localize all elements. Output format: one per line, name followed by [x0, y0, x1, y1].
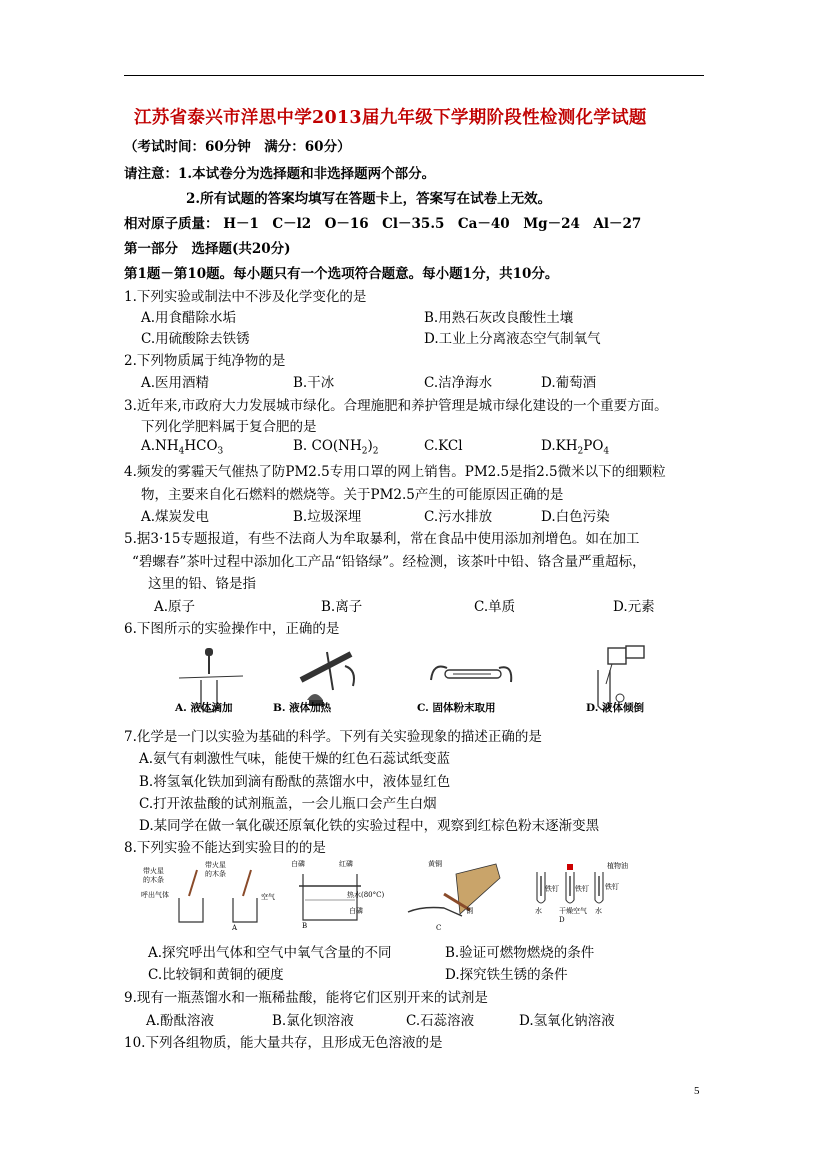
- q5-option-d: D.元素: [613, 599, 655, 615]
- q8-figure-c: [404, 858, 504, 932]
- q1-stem: 1.下列实验或制法中不涉及化学变化的是: [124, 289, 367, 305]
- q8b-caption: B: [302, 922, 308, 930]
- q8-figure-d: [531, 858, 631, 932]
- q8b-label-1: 白磷: [291, 860, 305, 868]
- q8a-caption: A: [232, 924, 238, 932]
- q7-stem: 7.化学是一门以实验为基础的科学。下列有关实验现象的描述正确的是: [124, 729, 542, 745]
- q5-option-c: C.单质: [474, 599, 516, 615]
- q4-stem-line2: 物，主要来自化石燃料的燃烧等。关于PM2.5产生的可能原因正确的是: [141, 487, 564, 503]
- q6-caption-c: C. 固体粉末取用: [417, 702, 496, 714]
- q8c-label-2: 铜: [466, 907, 473, 915]
- q3-option-a: $A.NH_4HCO_3$: [141, 438, 224, 457]
- q8d-label-7: 水: [595, 907, 602, 915]
- q7-option-a: A.氨气有刺激性气味，能使干燥的红色石蕊试纸变蓝: [139, 751, 451, 767]
- q5-stem-line2: “碧螺春”茶叶过程中添加化工产品“铅铬绿”。经检测，该茶叶中铅、铬含量严重超标，: [132, 554, 646, 570]
- q2-option-a: A.医用酒精: [141, 375, 210, 391]
- q8-stem: 8.下列实验不能达到实验目的的是: [124, 840, 326, 856]
- q6-figure-b: [271, 640, 371, 718]
- q6-caption-b: B. 液体加热: [273, 702, 332, 714]
- q5-stem-line3: 这里的铅、铬是指: [148, 576, 256, 592]
- q8d-label-1: 植物油: [607, 862, 628, 870]
- q8-option-d: D.探究铁生锈的条件: [445, 967, 568, 983]
- q1-option-c: C.用硫酸除去铁锈: [141, 331, 250, 347]
- q8d-label-3: 铁钉: [575, 885, 589, 893]
- q4-option-a: A.煤炭发电: [141, 509, 210, 525]
- q3-option-d: $D.KH_2PO_4$: [541, 438, 610, 457]
- q3-stem-line2: 下列化学肥料属于复合肥的是: [141, 419, 317, 435]
- q8d-label-2: 铁钉: [545, 885, 559, 893]
- q8c-label-1: 黄铜: [428, 860, 442, 868]
- q9-option-d: D.氢氧化钠溶液: [519, 1013, 615, 1029]
- q8d-label-6: 干燥空气: [559, 907, 587, 915]
- q9-option-a: A.酚酞溶液: [146, 1013, 215, 1029]
- q8a-label-3: 带火星: [205, 861, 226, 869]
- q3-option-c: C.KCl: [424, 438, 463, 454]
- q5-option-b: B.离子: [321, 599, 363, 615]
- q8c-caption: C: [436, 924, 442, 932]
- q6-figure-a: [171, 640, 256, 718]
- q1-option-a: A.用食醋除水垢: [141, 310, 237, 326]
- q8d-label-4: 铁钉: [605, 883, 619, 891]
- q2-stem: 2.下列物质属于纯净物的是: [124, 353, 286, 369]
- q9-stem: 9.现有一瓶蒸馏水和一瓶稀盐酸，能将它们区别开来的试剂是: [124, 990, 488, 1006]
- q6-figure-d: [580, 640, 675, 718]
- q8a-label-1: 带火星: [143, 867, 164, 875]
- q8b-label-4: 白磷: [349, 907, 363, 915]
- q8b-label-3: 热水(80°C): [347, 891, 385, 899]
- q9-option-b: B.氯化钡溶液: [272, 1013, 354, 1029]
- page-number: 5: [694, 1085, 700, 1097]
- q7-option-b: B.将氢氧化铁加到滴有酚酞的蒸馏水中，液体显红色: [139, 774, 451, 790]
- notice-2: 2.所有试题的答案均填写在答题卡上，答案写在试卷上无效。: [186, 191, 552, 207]
- q5-stem-line1: 5.据3·15专题报道，有些不法商人为牟取暴利，常在食品中使用添加剂增色。如在加工: [124, 531, 640, 547]
- q4-option-b: B.垃圾深埋: [293, 509, 362, 525]
- q4-option-c: C.污水排放: [424, 509, 493, 525]
- q7-option-c: C.打开浓盐酸的试剂瓶盖，一会儿瓶口会产生白烟: [139, 796, 437, 812]
- q3-option-b: B. $CO(NH_2)_2$: [293, 438, 379, 457]
- q9-option-c: C.石蕊溶液: [406, 1013, 475, 1029]
- q8d-caption: D: [559, 916, 565, 924]
- q6-stem: 6.下图所示的实验操作中，正确的是: [124, 621, 340, 637]
- q8-figure-b: [287, 858, 385, 932]
- page-title: 江苏省泰兴市洋思中学2013届九年级下学期阶段性检测化学试题: [134, 108, 647, 128]
- q6-figure-c: [413, 640, 528, 718]
- atomic-masses: 相对原子质量： H－1 C－l2 O－16 Cl－35.5 Ca－40 Mg－24 Al－27: [124, 216, 642, 232]
- q8a-label-6: 空气: [261, 893, 275, 901]
- q4-stem-line1: 4.频发的雾霾天气催热了防PM2.5专用口罩的网上销售。PM2.5是指2.5微米以下的细颗粒: [124, 464, 666, 480]
- q8-option-a: A.探究呼出气体和空气中氧气含量的不同: [148, 945, 392, 961]
- q8a-label-5: 呼出气体: [141, 891, 169, 899]
- q7-option-d: D.某同学在做一氧化碳还原氧化铁的实验过程中，观察到红棕色粉末逐渐变黑: [139, 818, 600, 834]
- notice-1: 请注意：1.本试卷分为选择题和非选择题两个部分。: [124, 166, 436, 182]
- q8a-label-2: 的木条: [143, 876, 164, 884]
- header-rule: [124, 75, 704, 76]
- q8-figure-a: [139, 858, 284, 932]
- q2-option-b: B.干冰: [293, 375, 335, 391]
- q2-option-d: D.葡萄酒: [541, 375, 597, 391]
- q1-option-d: D.工业上分离液态空气制氧气: [424, 331, 601, 347]
- q8a-label-4: 的木条: [205, 870, 226, 878]
- exam-info: （考试时间：60分钟 满分：60分）: [124, 139, 351, 155]
- q8d-label-5: 水: [535, 907, 542, 915]
- part1-instructions: 第1题－第10题。每小题只有一个选项符合题意。每小题1分，共10分。: [124, 266, 559, 282]
- hardness-comparison-illustration: [404, 858, 504, 932]
- q3-stem-line1: 3.近年来,市政府大力发展城市绿化。合理施肥和养护管理是城市绿化建设的一个重要方面。: [124, 398, 668, 414]
- q6-caption-a: A. 液体滴加: [175, 702, 233, 714]
- q2-option-c: C.洁净海水: [424, 375, 493, 391]
- q8-option-b: B.验证可燃物燃烧的条件: [445, 945, 595, 961]
- q6-caption-d: D. 液体倾倒: [586, 702, 645, 714]
- q5-option-a: A.原子: [154, 599, 196, 615]
- part1-heading: 第一部分 选择题(共20分): [124, 241, 291, 257]
- q1-option-b: B.用熟石灰改良酸性土壤: [424, 310, 574, 326]
- q8-option-c: C.比较铜和黄铜的硬度: [148, 967, 284, 983]
- q8b-label-2: 红磷: [339, 860, 353, 868]
- q10-stem: 10.下列各组物质，能大量共存，且形成无色溶液的是: [124, 1035, 443, 1051]
- q4-option-d: D.白色污染: [541, 509, 610, 525]
